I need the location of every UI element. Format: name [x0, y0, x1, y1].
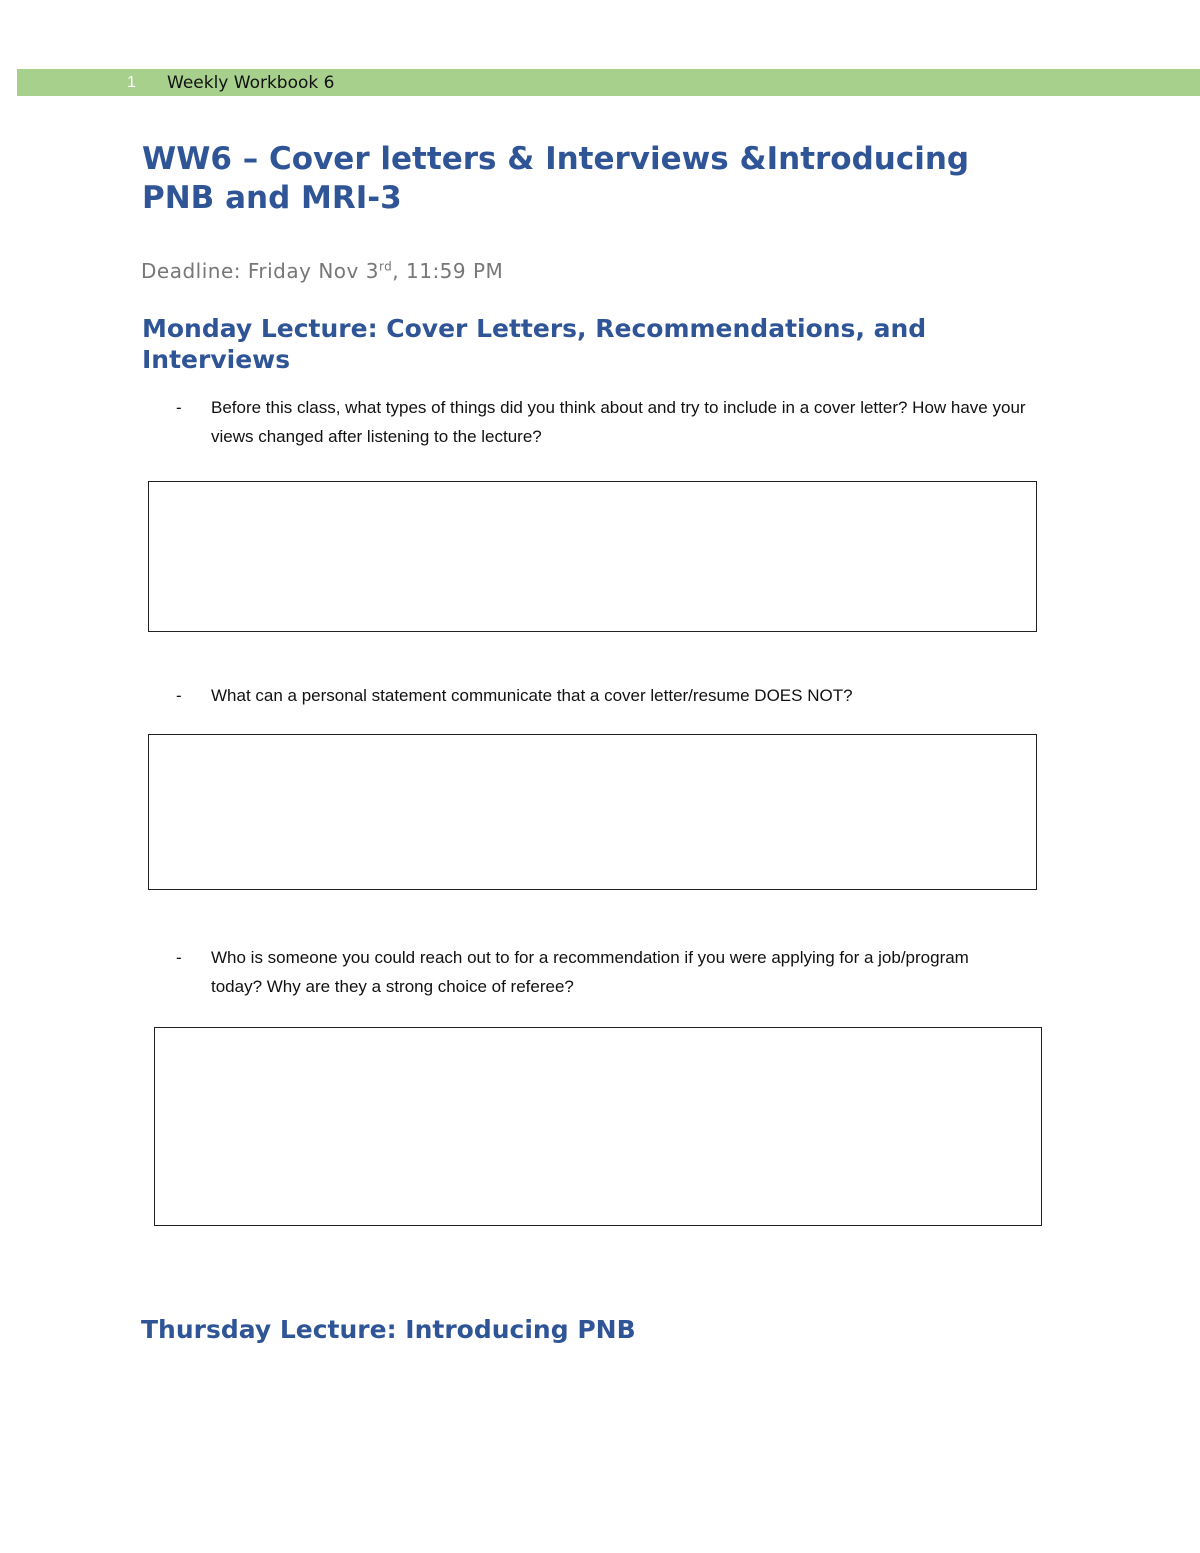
monday-heading: Monday Lecture: Cover Letters, Recommendations, and Interviews [142, 314, 927, 374]
document-title: WW6 – Cover letters & Interviews &Introducing PNB and MRI-3 [142, 141, 970, 216]
question-3: - Who is someone you could reach out to for a recommendation if you were applying for a job/program today? Why are they a strong choice of referee? [176, 948, 969, 996]
header-title: Weekly Workbook 6 [167, 73, 335, 93]
question-1: - Before this class, what types of things did you think about and try to include in a cover letter? How have your views changed after listening to the lecture? [176, 398, 1026, 446]
question-2: - What can a personal statement communicate that a cover letter/resume DOES NOT? [176, 686, 853, 705]
deadline: Deadline: Friday Nov 3rd, 11:59 PM [141, 259, 504, 283]
page-number: 1 [127, 74, 136, 91]
answer-box-2[interactable] [148, 734, 1037, 890]
answer-box-3[interactable] [154, 1027, 1042, 1226]
thursday-heading: Thursday Lecture: Introducing PNB [141, 1315, 636, 1344]
answer-box-1[interactable] [148, 481, 1037, 632]
